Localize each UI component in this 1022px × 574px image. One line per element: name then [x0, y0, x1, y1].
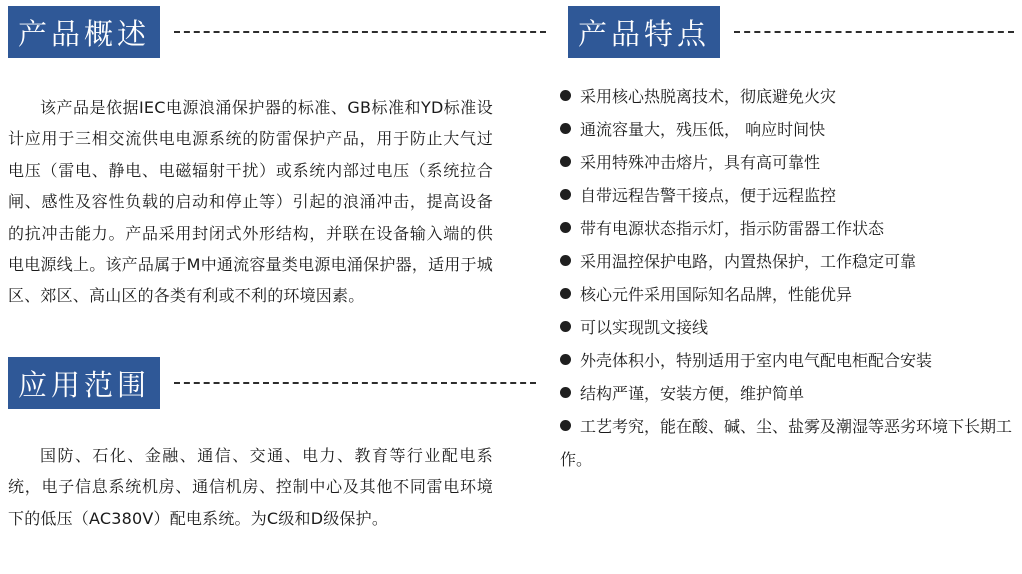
- features-title: 产品特点: [568, 6, 720, 58]
- feature-text: 结构严谨，安装方便，维护简单: [580, 384, 805, 403]
- bullet-icon: [560, 255, 571, 266]
- feature-item: [560, 245, 1015, 278]
- application-header: [8, 357, 536, 409]
- bullet-icon: [560, 189, 571, 200]
- features-list: [560, 80, 1015, 476]
- feature-text: 外壳体积小，特别适用于室内电气配电柜配合安装: [580, 351, 933, 370]
- bullet-icon: [560, 420, 571, 431]
- feature-text: 采用核心热脱离技术，彻底避免火灾: [580, 87, 837, 106]
- feature-item: [560, 212, 1015, 245]
- overview-header: [8, 6, 546, 58]
- features-header: [568, 6, 1014, 58]
- bullet-icon: [560, 123, 571, 134]
- feature-item: [560, 278, 1015, 311]
- feature-text: 可以实现凯文接线: [580, 318, 709, 337]
- feature-item: [560, 80, 1015, 113]
- feature-text: 采用特殊冲击熔片，具有高可靠性: [580, 153, 821, 172]
- bullet-icon: [560, 321, 571, 332]
- feature-text: 采用温控保护电路，内置热保护，工作稳定可靠: [580, 252, 917, 271]
- feature-text: 工艺考究，能在酸、碱、尘、盐雾及潮湿等恶劣环境下长期工作。: [560, 417, 1013, 469]
- feature-item: [560, 377, 1015, 410]
- bullet-icon: [560, 222, 571, 233]
- feature-item: [560, 179, 1015, 212]
- bullet-icon: [560, 90, 571, 101]
- feature-item: [560, 410, 1015, 476]
- feature-text: 自带远程告警干接点，便于远程监控: [580, 186, 837, 205]
- feature-item: [560, 113, 1015, 146]
- application-dash-divider: [174, 382, 536, 384]
- bullet-icon: [560, 387, 571, 398]
- feature-item: [560, 311, 1015, 344]
- overview-paragraph: 该产品是依据IEC电源浪涌保护器的标准、GB标准和YD标准设计应用于三相交流供电电源系统的防雷保护产品，用于防止大气过电压（雷电、静电、电磁辐射干扰）或系统内部过电压（系统拉合闸、感性及容性负载的启动和停止等）引起的浪涌冲击，提高设备的抗冲击能力。产品采用封闭式外形结构，并联在设备输入端的供电电源线上。该产品属于M中通流容量类电源电涌保护器，适用于城区、郊区、高山区的各类有利或不利的环境因素。: [8, 98, 493, 306]
- application-title: 应用范围: [8, 357, 160, 409]
- feature-text: 核心元件采用国际知名品牌，性能优异: [580, 285, 853, 304]
- bullet-icon: [560, 288, 571, 299]
- application-paragraph: 国防、石化、金融、通信、交通、电力、教育等行业配电系统，电子信息系统机房、通信机房、控制中心及其他不同雷电环境下的低压（AC380V）配电系统。为C级和D级保护。: [8, 446, 493, 528]
- features-dash-divider: [734, 31, 1014, 33]
- bullet-icon: [560, 354, 571, 365]
- overview-title: 产品概述: [8, 6, 160, 58]
- feature-item: [560, 344, 1015, 377]
- feature-text: 带有电源状态指示灯，指示防雷器工作状态: [580, 219, 885, 238]
- overview-dash-divider: [174, 31, 546, 33]
- bullet-icon: [560, 156, 571, 167]
- feature-text: 通流容量大，残压低， 响应时间快: [580, 120, 826, 139]
- feature-item: [560, 146, 1015, 179]
